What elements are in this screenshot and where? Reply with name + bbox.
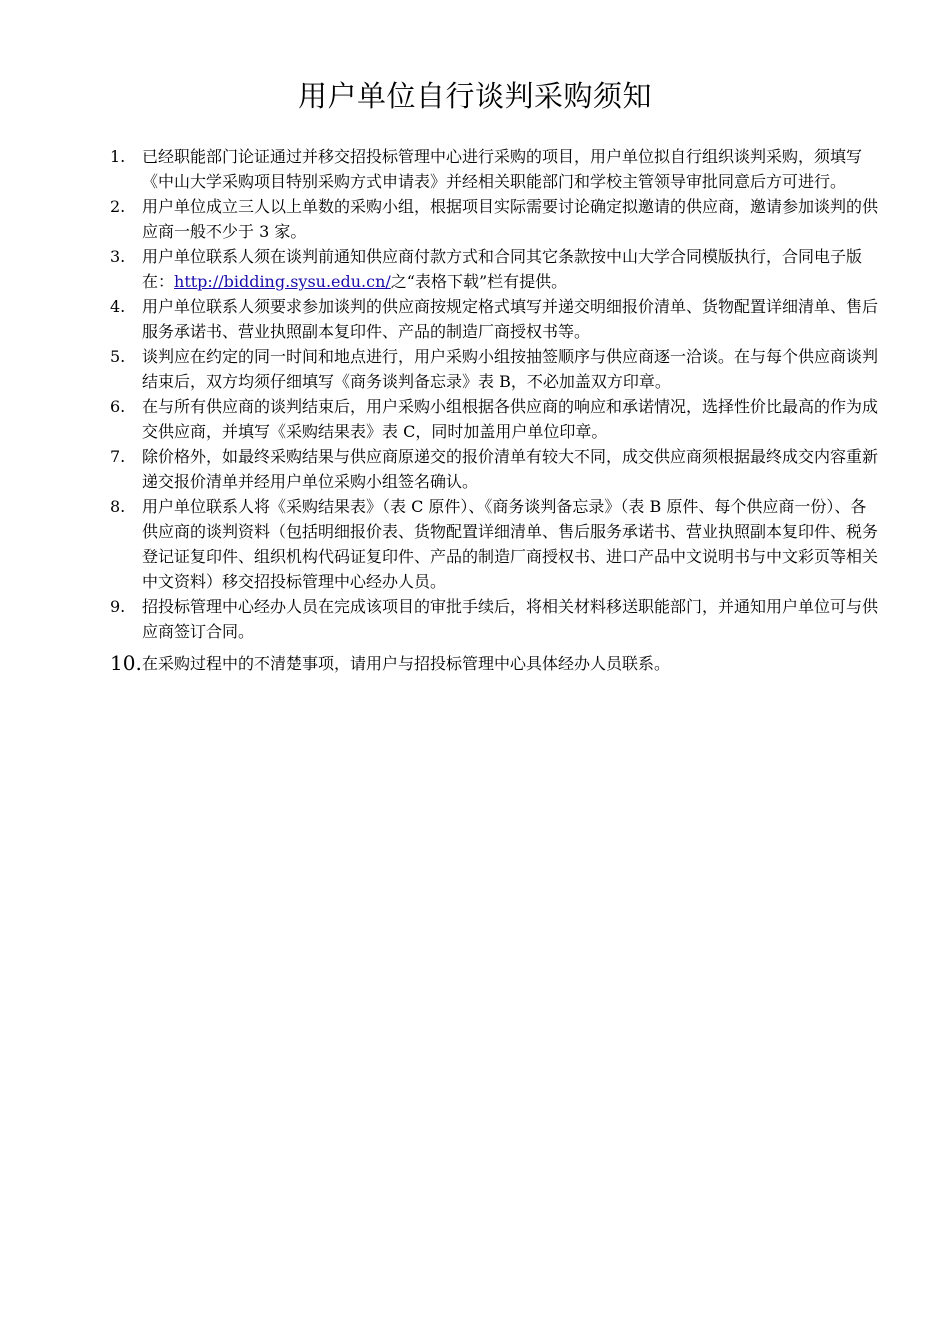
- item-number: 9.: [110, 597, 126, 616]
- list-item: [110, 294, 880, 344]
- list-item: [110, 651, 880, 676]
- item-text: 已经职能部门论证通过并移交招投标管理中心进行采购的项目，用户单位拟自行组织谈判采购，须填写《中山大学采购项目特别采购方式申请表》并经相关职能部门和学校主管领导审批同意后方可进行。: [142, 147, 863, 191]
- bidding-site-link[interactable]: http://bidding.sysu.edu.cn/: [174, 272, 391, 291]
- item-number: 10.: [110, 651, 142, 675]
- item-text: 在采购过程中的不清楚事项，请用户与招投标管理中心具体经办人员联系。: [142, 654, 671, 673]
- item-number: 5.: [110, 347, 126, 366]
- item-number: 2.: [110, 197, 126, 216]
- list-item: [110, 394, 880, 444]
- item-text: 在与所有供应商的谈判结束后，用户采购小组根据各供应商的响应和承诺情况，选择性价比最高的作为成交供应商，并填写《采购结果表》表 C，同时加盖用户单位印章。: [142, 397, 879, 441]
- list-item: [110, 444, 880, 494]
- document-title: 用户单位自行谈判采购须知: [297, 79, 652, 113]
- item-text: 谈判应在约定的同一时间和地点进行，用户采购小组按抽签顺序与供应商逐一洽谈。在与每个供应商谈判结束后，双方均须仔细填写《商务谈判备忘录》表 B，不必加盖双方印章。: [142, 347, 879, 391]
- list-item: [110, 594, 880, 644]
- item-number: 3.: [110, 247, 126, 266]
- list-item: [110, 244, 880, 294]
- item-number: 1.: [110, 147, 126, 166]
- item-number: 4.: [110, 297, 126, 316]
- item-text: 用户单位联系人须要求参加谈判的供应商按规定格式填写并递交明细报价清单、货物配置详细清单、售后服务承诺书、营业执照副本复印件、产品的制造厂商授权书等。: [142, 297, 879, 341]
- item-text: 招投标管理中心经办人员在完成该项目的审批手续后，将相关材料移送职能部门，并通知用户单位可与供应商签订合同。: [142, 597, 879, 641]
- item-text: 除价格外，如最终采购结果与供应商原递交的报价清单有较大不同，成交供应商须根据最终成交内容重新递交报价清单并经用户单位采购小组签名确认。: [142, 447, 879, 491]
- list-item: [110, 344, 880, 394]
- item-text: 用户单位成立三人以上单数的采购小组，根据项目实际需要讨论确定拟邀请的供应商，邀请参加谈判的供应商一般不少于 3 家。: [142, 197, 879, 241]
- list-item: [110, 144, 880, 194]
- list-item: [110, 194, 880, 244]
- item-text: 用户单位联系人将《采购结果表》（表 C 原件）、《商务谈判备忘录》（表 B 原件、每个供应商一份）、各供应商的谈判资料（包括明细报价表、货物配置详细清单、售后服务承诺书、营业执照副本复印件、税务登记证复印件、组织机构代码证复印件、产品的制造厂商授权书、进口产品中文说明书与中文彩页等相关中文资料）移交招投标管理中心经办人员。: [142, 497, 879, 591]
- item-text-after-link: 之“表格下载”栏有提供。: [390, 272, 568, 291]
- item-text-before-link: 用户单位联系人须在谈判前通知供应商付款方式和合同其它条款按中山大学合同模版执行，合同电子版在：: [142, 247, 863, 291]
- list-item: [110, 494, 880, 594]
- item-text: [142, 244, 880, 294]
- item-number: 7.: [110, 447, 126, 466]
- item-number: 8.: [110, 497, 126, 516]
- instruction-list: [110, 144, 880, 676]
- item-number: 6.: [110, 397, 126, 416]
